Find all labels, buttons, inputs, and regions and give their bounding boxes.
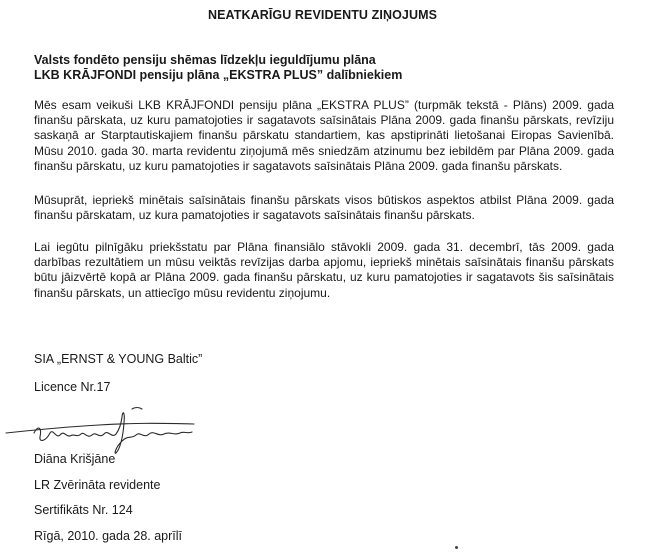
report-addressee bbox=[34, 53, 402, 83]
place-and-date: Rīgā, 2010. gada 28. aprīlī bbox=[34, 529, 183, 543]
signatory-role: LR Zvērināta revidente bbox=[34, 478, 161, 492]
firm-name: SIA „ERNST & YOUNG Baltic” bbox=[34, 352, 203, 366]
signatory-name: Diāna Krišjāne bbox=[34, 452, 116, 466]
paragraph-opinion: Mūsuprāt, iepriekš minētais saīsinātais finanšu pārskats visos būtiskos aspektos atbilst Plāna 2009. gada finanšu pārskatam, uz kura pamatojoties ir sagatavots saīsinātais finanšu pārskats. bbox=[34, 193, 614, 223]
report-title: NEATKARĪGU REVIDENTU ZIŅOJUMS bbox=[207, 8, 438, 22]
scan-speck bbox=[455, 546, 458, 549]
certificate-number: Sertifikāts Nr. 124 bbox=[34, 503, 133, 517]
addressee-line-1: Valsts fondēto pensiju shēmas līdzekļu ieguldījumu plāna bbox=[34, 53, 376, 67]
paragraph-audit-scope: Mēs esam veikuši LKB KRĀJFONDI pensiju plāna „EKSTRA PLUS” (turpmāk tekstā - Plāns) 2009. gada finanšu pārskata, uz kuru pamatojoties ir sagatavots saīsinātais Plāna 2009. gada finanšu pārskats, revīziju saskaņā ar Starptautiskajiem finanšu pārskatu standartiem, kas apstiprināti lietošanai Eiropas Savienībā. Mūsu 2010. gada 30. marta revidentu ziņojumā mēs sniedzām atzinumu bez iebildēm par Plāna 2009. gada finanšu pārskatu, uz kuru pamatojoties ir sagatavots saīsinātais Plāna 2009. gada finanšu pārskats. bbox=[34, 98, 614, 173]
addressee-line-2: LKB KRĀJFONDI pensiju plāna „EKSTRA PLUS” dalībniekiem bbox=[34, 68, 403, 82]
licence-number: Licence Nr.17 bbox=[34, 380, 111, 394]
paragraph-understanding: Lai iegūtu pilnīgāku priekšstatu par Plāna finansiālo stāvokli 2009. gada 31. decembrī, tās 2009. gada darbības rezultātiem un mūsu veiktās revīzijas darba apjomu, iepriekš minētais saīsinātais finanšu pārskats būtu jāizvērtē kopā ar Plāna 2009. gada finanšu pārskatu, uz kuru pamatojoties ir sagatavots šis saīsinātais finanšu pārskats, un attiecīgo mūsu revidentu ziņojumu. bbox=[34, 240, 614, 300]
